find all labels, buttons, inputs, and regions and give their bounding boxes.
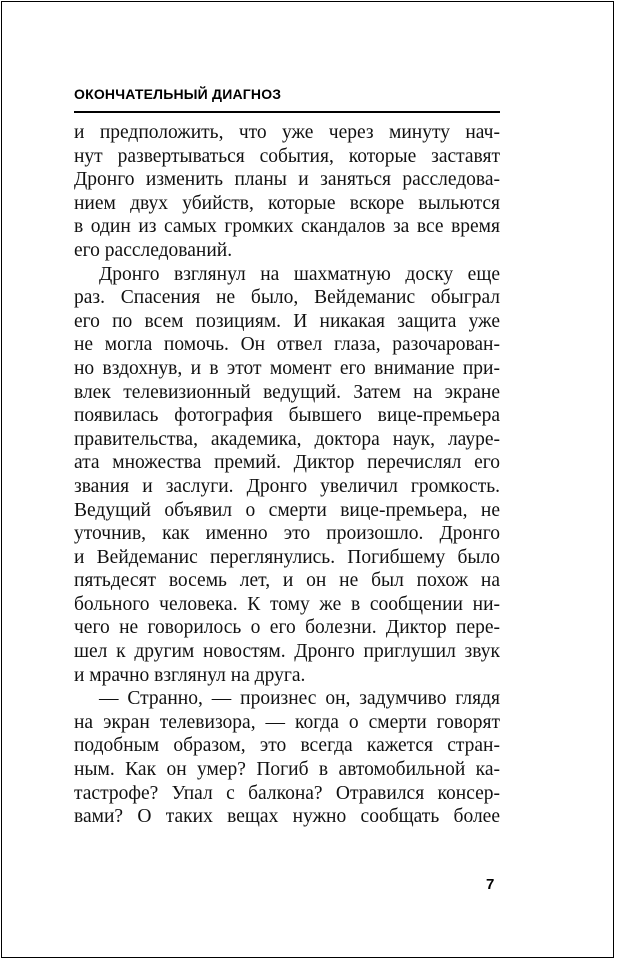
text-line: Ведущий объявил о смерти вице-премьера, не (74, 499, 500, 521)
text-line: уточнив, как именно это произошло. Дронго (74, 523, 500, 545)
text-line: влек телевизионный ведущий. Затем на экране (74, 381, 500, 403)
text-line: в один из самых громких скандалов за все время (74, 216, 500, 238)
text-line: его расследований. (74, 239, 233, 261)
text-line: — Странно, — произнес он, задумчиво глядя (99, 688, 500, 710)
text-line: шел к другим новостям. Дронго приглушил звук (74, 641, 500, 663)
text-line: тастрофе? Упал с балкона? Отравился консер- (74, 782, 500, 804)
header-rule (74, 111, 500, 113)
text-line: и Вейдеманис переглянулись. Погибшему было (74, 546, 500, 568)
text-line: правительства, академика, доктора наук, лауре- (74, 428, 500, 450)
text-line: и предположить, что уже через минуту нач- (74, 122, 500, 143)
text-line: вами? О таких вещах нужно сообщать более (74, 806, 500, 828)
text-line: раз. Спасения не было, Вейдеманис обыграл (74, 287, 500, 309)
text-line: подобным образом, это всегда кажется стран- (74, 735, 500, 757)
text-line: нут развертываться события, которые заставят (74, 145, 500, 167)
text-line: не могла помочь. Он отвел глаза, разочарован- (74, 334, 500, 356)
paragraph (74, 263, 500, 688)
text-line: больного человека. К тому же в сообщении ни- (74, 593, 500, 615)
text-line: но вздохнув, и в этот момент его внимание при- (74, 357, 500, 379)
text-line: ата множества премий. Диктор перечислял его (74, 452, 500, 474)
text-line: нием двух убийств, которые вскоре выльются (74, 192, 500, 214)
paragraph (74, 687, 500, 829)
text-line: звания и заслуги. Дронго увеличил громкость. (74, 475, 500, 497)
paragraph (74, 121, 500, 263)
text-line: чего не говорилось о его болезни. Диктор пере- (74, 617, 500, 639)
text-line: ным. Как он умер? Погиб в автомобильной ка- (74, 759, 500, 781)
text-line: на экран телевизора, — когда о смерти говорят (74, 711, 500, 733)
body-text (74, 121, 500, 829)
text-line: и мрачно взглянул на друга. (74, 664, 306, 686)
running-head: ОКОНЧАТЕЛЬНЫЙ ДИАГНОЗ (74, 86, 282, 102)
text-line: Дронго изменить планы и заняться расследова- (74, 169, 500, 191)
text-line: пятьдесят восемь лет, и он не был похож на (74, 570, 500, 592)
text-line: Дронго взглянул на шахматную доску еще (99, 263, 500, 285)
text-line: появилась фотография бывшего вице-премьера (74, 405, 500, 427)
text-line: его по всем позициям. И никакая защита уже (74, 310, 500, 332)
page-number: 7 (486, 876, 495, 893)
